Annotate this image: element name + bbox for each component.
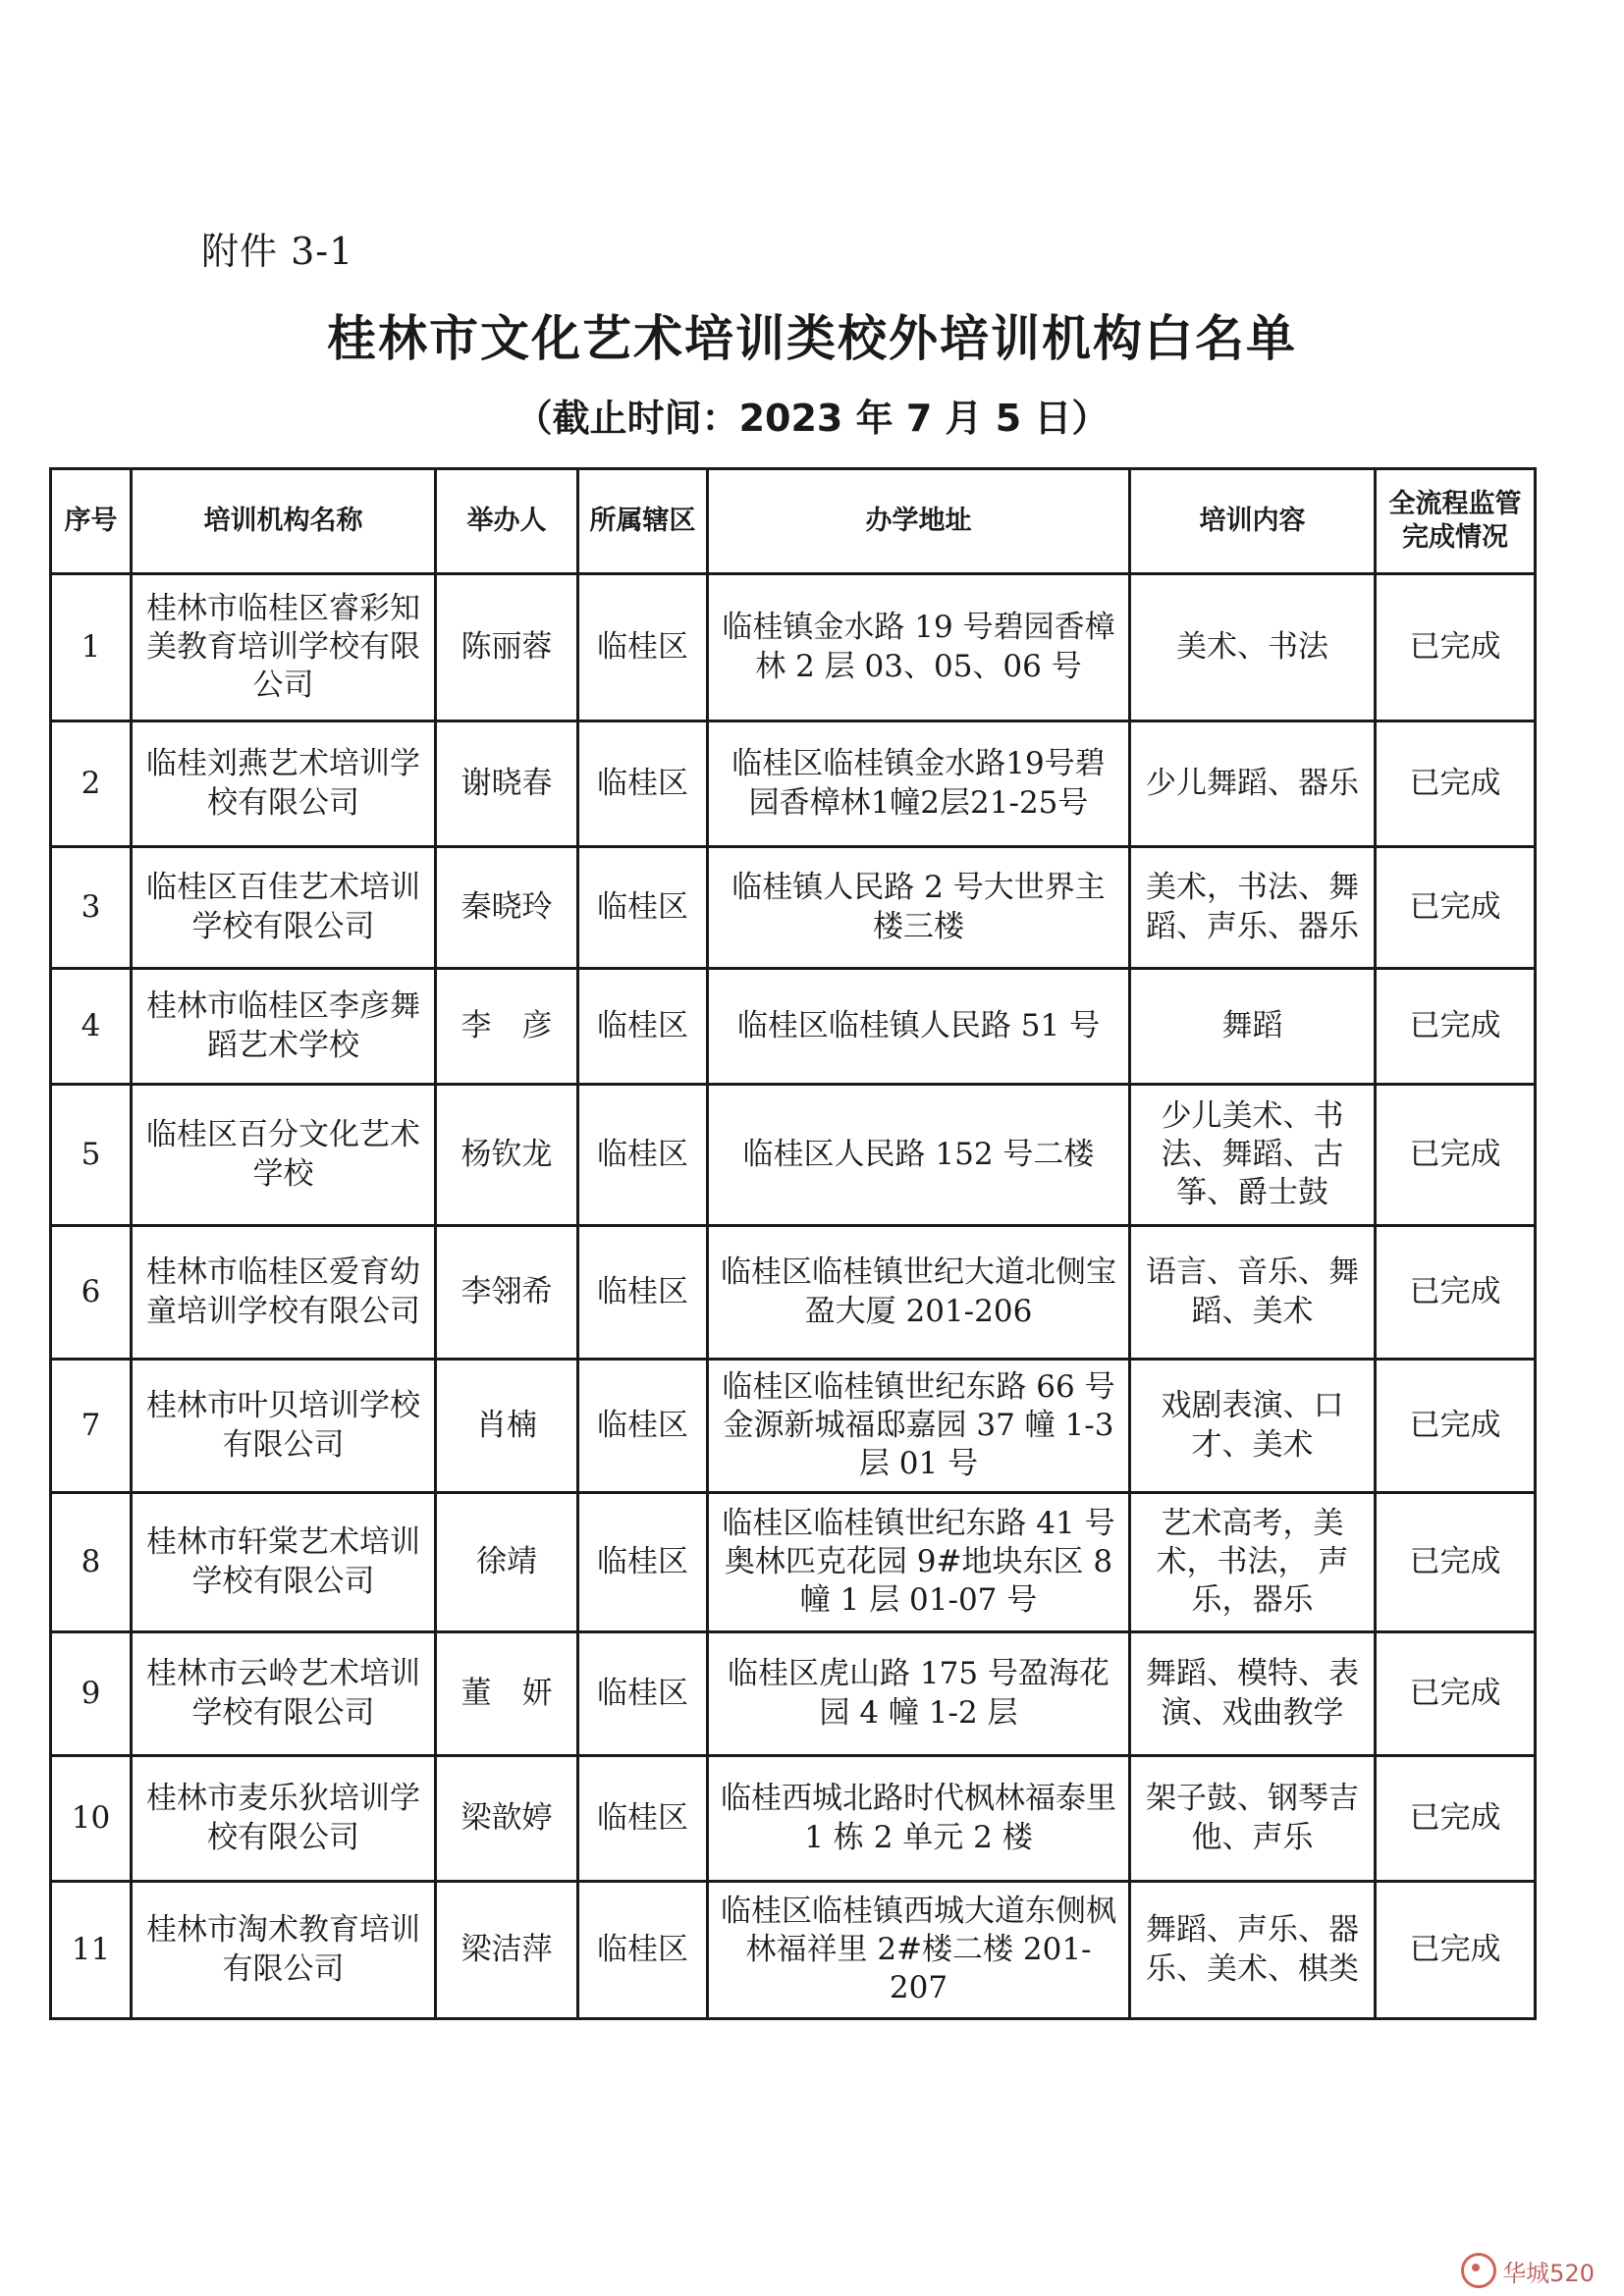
- watermark-logo-icon: [1461, 2253, 1496, 2288]
- header-organizer: 举办人: [436, 469, 578, 574]
- cell-content: 美术、书法: [1130, 574, 1376, 721]
- table-row: [51, 1360, 1536, 1493]
- table-row: [51, 1226, 1536, 1360]
- cell-organizer: 梁歆婷: [436, 1756, 578, 1882]
- cell-address: 临桂区虎山路 175 号盈海花园 4 幢 1-2 层: [708, 1632, 1130, 1756]
- cell-status: 已完成: [1376, 1756, 1536, 1882]
- cell-address: 临桂区临桂镇人民路 51 号: [708, 969, 1130, 1085]
- header-district: 所属辖区: [578, 469, 708, 574]
- cell-name: 临桂刘燕艺术培训学校有限公司: [132, 721, 436, 847]
- cell-status: 已完成: [1376, 1226, 1536, 1360]
- cell-district: 临桂区: [578, 1632, 708, 1756]
- cell-content: 少儿美术、书法、舞蹈、古筝、爵士鼓: [1130, 1085, 1376, 1226]
- cell-status: 已完成: [1376, 1493, 1536, 1632]
- cell-organizer: 秦晓玲: [436, 847, 578, 969]
- cell-address: 临桂区人民路 152 号二楼: [708, 1085, 1130, 1226]
- cell-seq: 9: [51, 1632, 132, 1756]
- cell-address: 临桂镇人民路 2 号大世界主楼三楼: [708, 847, 1130, 969]
- cell-status: 已完成: [1376, 1360, 1536, 1493]
- table-header-row: [51, 469, 1536, 574]
- cell-name: 桂林市轩棠艺术培训学校有限公司: [132, 1493, 436, 1632]
- cell-status: 已完成: [1376, 1882, 1536, 2019]
- cell-name: 临桂区百分文化艺术学校: [132, 1085, 436, 1226]
- header-seq: 序号: [51, 469, 132, 574]
- cell-seq: 2: [51, 721, 132, 847]
- cell-content: 架子鼓、钢琴吉他、声乐: [1130, 1756, 1376, 1882]
- cell-district: 临桂区: [578, 1360, 708, 1493]
- table-row: [51, 574, 1536, 721]
- cell-name: 桂林市临桂区睿彩知美教育培训学校有限公司: [132, 574, 436, 721]
- table-row: [51, 847, 1536, 969]
- cell-status: 已完成: [1376, 721, 1536, 847]
- cell-organizer: 徐靖: [436, 1493, 578, 1632]
- cell-district: 临桂区: [578, 1085, 708, 1226]
- cell-seq: 4: [51, 969, 132, 1085]
- table-row: [51, 1632, 1536, 1756]
- cell-district: 临桂区: [578, 1756, 708, 1882]
- cell-address: 临桂区临桂镇世纪大道北侧宝盈大厦 201-206: [708, 1226, 1130, 1360]
- cell-name: 桂林市临桂区爱育幼童培训学校有限公司: [132, 1226, 436, 1360]
- cell-name: 桂林市云岭艺术培训学校有限公司: [132, 1632, 436, 1756]
- cell-address: 临桂镇金水路 19 号碧园香樟林 2 层 03、05、06 号: [708, 574, 1130, 721]
- header-status: 全流程监管完成情况: [1376, 469, 1536, 574]
- cell-organizer: 陈丽蓉: [436, 574, 578, 721]
- cell-district: 临桂区: [578, 721, 708, 847]
- cell-seq: 10: [51, 1756, 132, 1882]
- cell-status: 已完成: [1376, 1085, 1536, 1226]
- cell-district: 临桂区: [578, 1226, 708, 1360]
- cell-content: 舞蹈、模特、表演、戏曲教学: [1130, 1632, 1376, 1756]
- cell-address: 临桂区临桂镇金水路19号碧园香樟林1幢2层21-25号: [708, 721, 1130, 847]
- table-row: [51, 1882, 1536, 2019]
- header-address: 办学地址: [708, 469, 1130, 574]
- page-subtitle: （截止时间：2023 年 7 月 5 日）: [514, 397, 1110, 440]
- cell-organizer: 谢晓春: [436, 721, 578, 847]
- cell-content: 戏剧表演、口才、美术: [1130, 1360, 1376, 1493]
- table-row: [51, 1756, 1536, 1882]
- cell-address: 临桂区临桂镇西城大道东侧枫林福祥里 2#楼二楼 201-207: [708, 1882, 1130, 2019]
- cell-address: 临桂西城北路时代枫林福泰里 1 栋 2 单元 2 楼: [708, 1756, 1130, 1882]
- table-row: [51, 721, 1536, 847]
- cell-seq: 1: [51, 574, 132, 721]
- cell-organizer: 董 妍: [436, 1632, 578, 1756]
- table-row: [51, 1085, 1536, 1226]
- cell-organizer: 梁洁萍: [436, 1882, 578, 2019]
- table-row: [51, 1493, 1536, 1632]
- cell-seq: 7: [51, 1360, 132, 1493]
- cell-organizer: 李翎希: [436, 1226, 578, 1360]
- cell-name: 桂林市麦乐狄培训学校有限公司: [132, 1756, 436, 1882]
- watermark: [1461, 2253, 1595, 2288]
- cell-content: 舞蹈: [1130, 969, 1376, 1085]
- header-content: 培训内容: [1130, 469, 1376, 574]
- cell-address: 临桂区临桂镇世纪东路 41 号奥林匹克花园 9#地块东区 8 幢 1 层 01-07 号: [708, 1493, 1130, 1632]
- attachment-label: 附件 3-1: [201, 230, 354, 273]
- watermark-text: 华城520: [1502, 2259, 1595, 2287]
- header-name: 培训机构名称: [132, 469, 436, 574]
- cell-name: 桂林市临桂区李彦舞蹈艺术学校: [132, 969, 436, 1085]
- whitelist-table: [49, 467, 1537, 2020]
- cell-status: 已完成: [1376, 1632, 1536, 1756]
- cell-content: 语言、音乐、舞蹈、美术: [1130, 1226, 1376, 1360]
- cell-seq: 5: [51, 1085, 132, 1226]
- cell-name: 临桂区百佳艺术培训学校有限公司: [132, 847, 436, 969]
- cell-seq: 3: [51, 847, 132, 969]
- cell-seq: 11: [51, 1882, 132, 2019]
- cell-content: 美术，书法、舞蹈、声乐、器乐: [1130, 847, 1376, 969]
- cell-organizer: 李 彦: [436, 969, 578, 1085]
- cell-content: 少儿舞蹈、器乐: [1130, 721, 1376, 847]
- cell-organizer: 杨钦龙: [436, 1085, 578, 1226]
- cell-district: 临桂区: [578, 847, 708, 969]
- cell-name: 桂林市叶贝培训学校有限公司: [132, 1360, 436, 1493]
- cell-address: 临桂区临桂镇世纪东路 66 号金源新城福邸嘉园 37 幢 1-3 层 01 号: [708, 1360, 1130, 1493]
- page-title: 桂林市文化艺术培训类校外培训机构白名单: [327, 310, 1297, 367]
- cell-content: 艺术高考，美术，书法， 声乐，器乐: [1130, 1493, 1376, 1632]
- cell-district: 临桂区: [578, 574, 708, 721]
- cell-district: 临桂区: [578, 1882, 708, 2019]
- cell-status: 已完成: [1376, 847, 1536, 969]
- cell-name: 桂林市淘术教育培训有限公司: [132, 1882, 436, 2019]
- cell-district: 临桂区: [578, 1493, 708, 1632]
- cell-status: 已完成: [1376, 574, 1536, 721]
- cell-status: 已完成: [1376, 969, 1536, 1085]
- cell-seq: 8: [51, 1493, 132, 1632]
- cell-district: 临桂区: [578, 969, 708, 1085]
- table-row: [51, 969, 1536, 1085]
- cell-organizer: 肖楠: [436, 1360, 578, 1493]
- cell-seq: 6: [51, 1226, 132, 1360]
- cell-content: 舞蹈、声乐、器乐、美术、棋类: [1130, 1882, 1376, 2019]
